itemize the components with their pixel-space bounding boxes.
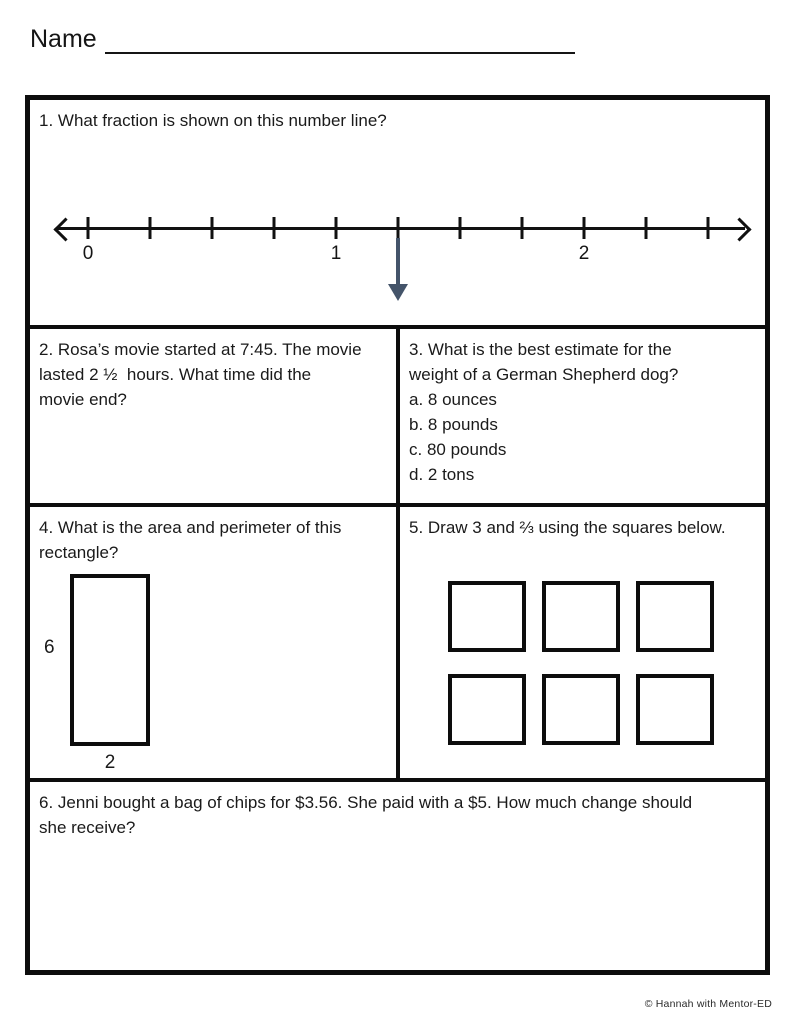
drawing-square <box>542 674 620 745</box>
fraction-pointer-arrow-icon <box>388 238 408 301</box>
number-line-tick-label: 0 <box>82 243 94 264</box>
question-3-option-a: a. 8 ounces <box>409 390 497 409</box>
number-line-right-arrow-icon <box>727 217 751 241</box>
question-4-cell: 4. What is the area and perimeter of this rectangle? 6 2 <box>30 507 400 778</box>
drawing-square <box>448 674 526 745</box>
question-4-text: 4. What is the area and perimeter of this <box>39 518 342 537</box>
question-1-cell <box>30 100 765 329</box>
drawing-square <box>542 581 620 652</box>
number-line <box>30 205 765 275</box>
question-3-text: 3. What is the best estimate for the <box>409 340 672 359</box>
question-3-option-d: d. 2 tons <box>409 465 475 484</box>
question-3-option-c: c. 80 pounds <box>409 440 507 459</box>
number-line-tick-label: 2 <box>578 243 590 264</box>
drawing-square <box>636 674 714 745</box>
number-line-tick <box>273 217 276 239</box>
number-line-axis <box>57 227 745 230</box>
number-line-tick <box>645 217 648 239</box>
question-6-cell: 6. Jenni bought a bag of chips for $3.56. She paid with a $5. How much change should she receive? <box>30 782 765 970</box>
question-6-text: 6. Jenni bought a bag of chips for $3.56. She paid with a $5. How much change should <box>39 793 693 812</box>
question-3-option-b: b. 8 pounds <box>409 415 498 434</box>
rectangle-height-label: 6 <box>44 637 55 658</box>
question-1-text: 1. What fraction is shown on this number line? <box>39 111 387 130</box>
drawing-squares-grid <box>448 581 714 745</box>
number-line-tick <box>82 217 94 264</box>
question-5-text: 5. Draw 3 and ⅔ using the squares below. <box>409 518 726 537</box>
copyright-credit: © Hannah with Mentor-ED <box>644 998 772 1010</box>
rectangle-figure <box>70 574 150 746</box>
number-line-tick <box>521 217 524 239</box>
row-q2-q3 <box>30 329 765 507</box>
name-label: Name <box>30 25 97 53</box>
drawing-square <box>448 581 526 652</box>
number-line-tick <box>578 217 590 264</box>
number-line-tick-label: 1 <box>330 243 342 264</box>
number-line-tick <box>330 217 342 264</box>
question-3-cell: 3. What is the best estimate for the weight of a German Shepherd dog? a. 8 ounces b. 8 pounds c. 80 pounds d. 2 tons <box>400 329 765 503</box>
drawing-square <box>636 581 714 652</box>
name-header <box>30 22 575 54</box>
row-q4-q5 <box>30 507 765 782</box>
worksheet-table <box>25 95 770 975</box>
number-line-tick <box>149 217 152 239</box>
rectangle-width-label: 2 <box>104 752 116 773</box>
number-line-tick <box>211 217 214 239</box>
question-2-text: 2. Rosa’s movie started at 7:45. The movie <box>39 340 362 359</box>
number-line-left-arrow-icon <box>53 217 77 241</box>
question-2-cell: 2. Rosa’s movie started at 7:45. The movie lasted 2 ½ hours. What time did the movie end? <box>30 329 400 503</box>
number-line-tick <box>397 217 400 239</box>
question-5-cell <box>400 507 765 778</box>
number-line-tick <box>459 217 462 239</box>
name-blank-line <box>105 22 575 54</box>
number-line-tick <box>707 217 710 239</box>
